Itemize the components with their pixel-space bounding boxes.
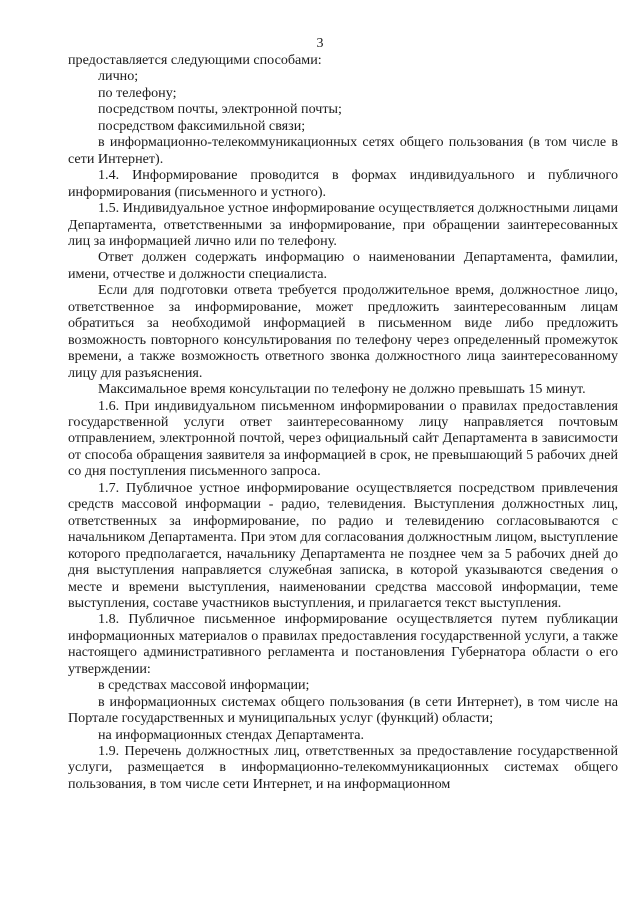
paragraph-1-5: 1.5. Индивидуальное устное информирование осуществляется должностными лицами Департамента, ответственными за информирование, при обращении заинтересованных лиц за информацией лично или по телефону.: [68, 200, 618, 249]
list-item-mail: посредством почты, электронной почты;: [98, 101, 342, 118]
paragraph-1-4: 1.4. Информирование проводится в формах индивидуального и публичного информирования (письменного и устного).: [68, 167, 618, 200]
list-item-fax: посредством факсимильной связи;: [98, 117, 306, 134]
list-item-in-person: лично;: [98, 68, 139, 85]
paragraph-1-7: 1.7. Публичное устное информирование осуществляется посредством привлечения средств массовой информации - радио, телевидения. Выступления должностных лиц, ответственных за информирование, по радио и телевидению согласовываются с начальником Департамента. При этом для согласования должностным лицом, выступление которого предполагается, начальнику Департамента не позднее чем за 5 рабочих дней до дня выступления направляется служебная записка, в которой указываются сведения о месте и времени выступления, наименовании средства массовой информации, теме выступления, составе участников выступления, и прилагается текст выступления.: [68, 479, 618, 611]
paragraph-1-8: 1.8. Публичное письменное информирование осуществляется путем публикации информационных материалов о правилах предоставления государственной услуги, а также настоящего административного регламента и постановления Губернатора области о его утверждении:: [68, 611, 618, 677]
paragraph-1-9: 1.9. Перечень должностных лиц, ответственных за предоставление государственной услуги, размещается в информационно-телекоммуникационных системах общего пользования, в том числе сети Интернет, и на информационном: [68, 743, 618, 792]
paragraph-1-6: 1.6. При индивидуальном письменном информировании о правилах предоставления государственной услуги ответ заинтересованному лицу направляется почтовым отправлением, электронной почтой, через официальный сайт Департамента в зависимости от способа обращения заявителя за информацией в срок, не превышающий 5 рабочих дней со дня поступления письменного запроса.: [68, 397, 618, 480]
paragraph-max-consultation: Максимальное время консультации по телефону не должно превышать 15 минут.: [98, 381, 586, 398]
paragraph-answer-content: Ответ должен содержать информацию о наименовании Департамента, фамилии, имени, отчестве и должности специалиста.: [68, 249, 618, 282]
paragraph-intro: предоставляется следующими способами:: [68, 52, 322, 68]
page-number: 3: [316, 36, 324, 51]
document-body: [68, 52, 618, 792]
list-item-internet: в информационно-телекоммуникационных сетях общего пользования (в том числе в сети Интернет).: [68, 134, 618, 167]
paragraph-long-preparation: Если для подготовки ответа требуется продолжительное время, должностное лицо, ответственное за информирование, может предложить заинтересованным лицам обратиться за необходимой информацией в письменном виде либо предложить возможность повторного консультирования по телефону через определенный промежуток времени, а также возможность ответного звонка должностного лица заинтересованному лицу для разъяснения.: [68, 282, 618, 381]
list-item-info-stands: на информационных стендах Департамента.: [98, 726, 365, 743]
list-item-mass-media: в средствах массовой информации;: [98, 677, 310, 694]
list-item-info-systems: в информационных системах общего пользования (в сети Интернет), в том числе на Портале государственных и муниципальных услуг (функций) области;: [68, 693, 618, 727]
list-item-phone: по телефону;: [98, 84, 177, 101]
